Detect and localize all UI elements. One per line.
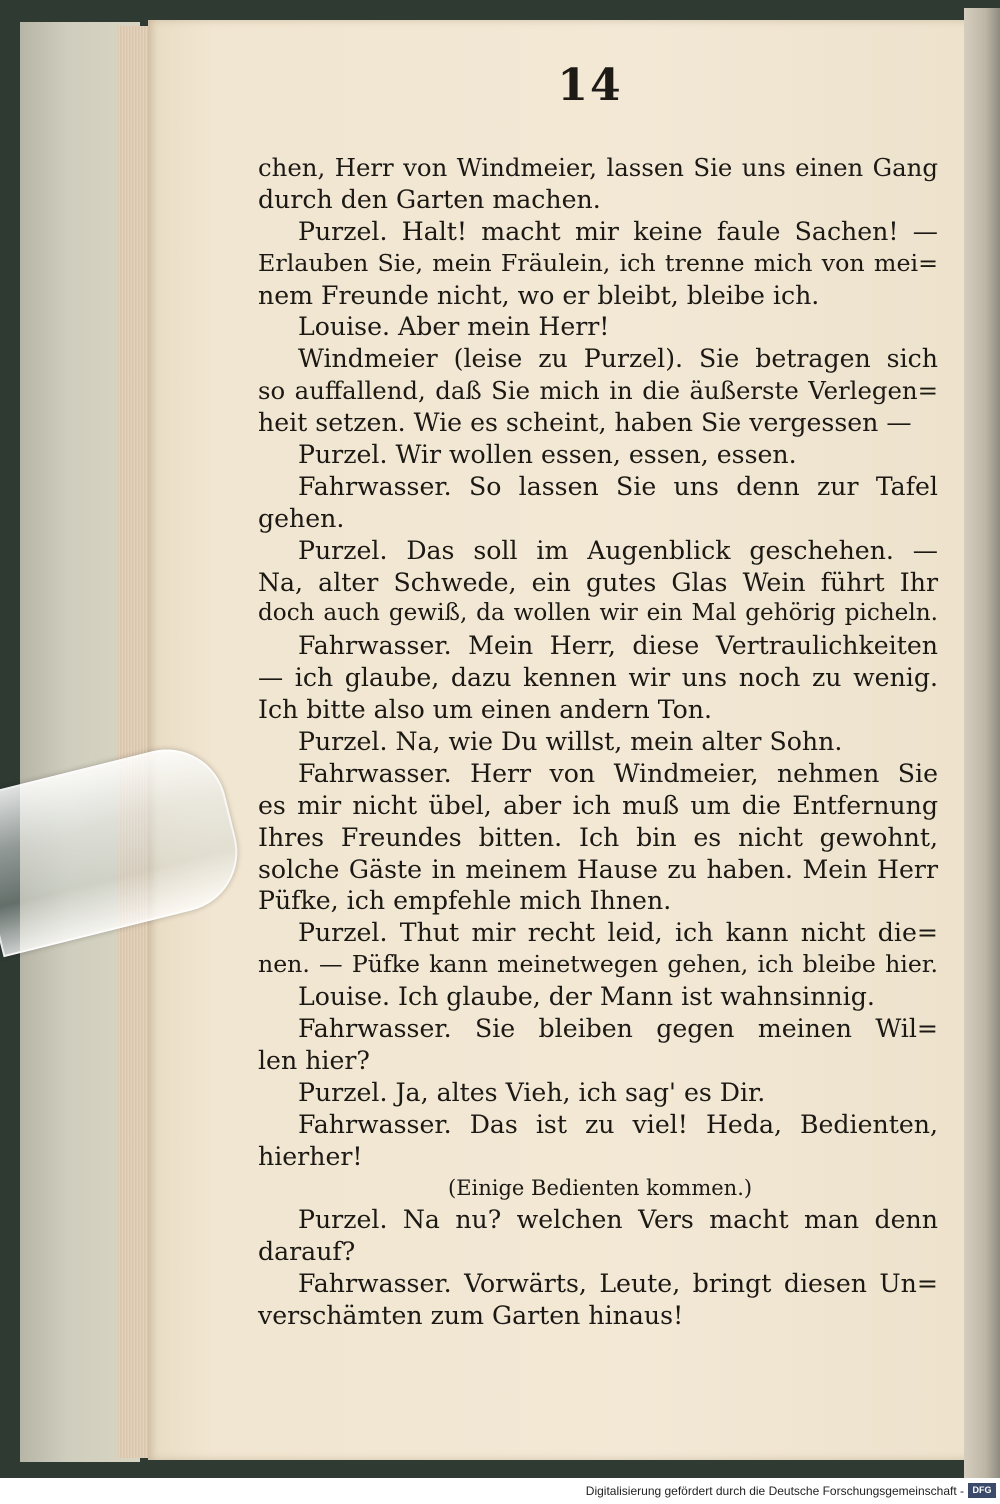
text-line: Purzel. Thut mir recht leid, ich kann nicht die= [298, 918, 938, 948]
text-line: len hier? [258, 1045, 370, 1075]
text-line: Louise. Aber mein Herr! [298, 312, 610, 342]
text-line: Erlauben Sie, mein Fräulein, ich trenne mich von mei= [258, 248, 938, 277]
text-line: darauf? [258, 1237, 356, 1267]
text-line: verschämten zum Garten hinaus! [258, 1301, 684, 1331]
text-line: Purzel. Wir wollen essen, essen, essen. [298, 440, 797, 470]
text-line: Fahrwasser. Vorwärts, Leute, bringt diesen Un= [298, 1269, 938, 1299]
text-line: so auffallend, daß Sie mich in die äußerste Verlegen= [258, 376, 938, 406]
text-line: Louise. Ich glaube, der Mann ist wahnsinnig. [298, 982, 875, 1012]
text-line: hierher! [258, 1141, 363, 1171]
dfg-logo-icon: DFG [968, 1483, 996, 1498]
text-line: doch auch gewiß, da wollen wir ein Mal gehörig picheln. [258, 600, 938, 627]
text-line: Fahrwasser. So lassen Sie uns denn zur Tafel [298, 471, 938, 501]
text-line: Fahrwasser. Herr von Windmeier, nehmen Sie [298, 758, 938, 788]
text-line: Windmeier (leise zu Purzel). Sie betragen sich [298, 344, 938, 374]
text-line: Purzel. Halt! macht mir keine faule Sachen! — [298, 216, 938, 246]
stage-direction: (Einige Bedienten kommen.) [448, 1175, 753, 1200]
text-line: heit setzen. Wie es scheint, haben Sie vergessen — [258, 408, 912, 438]
text-line: Purzel. Na, wie Du willst, mein alter Sohn. [298, 727, 843, 757]
text-line: Purzel. Ja, altes Vieh, ich sag' es Dir. [298, 1077, 766, 1107]
text-line: Ihres Freundes bitten. Ich bin es nicht gewohnt, [258, 822, 938, 852]
text-line: solche Gäste in meinem Hause zu haben. Mein Herr [258, 854, 938, 884]
page-stack-edge [118, 26, 152, 1458]
text-line: Purzel. Na nu? welchen Vers macht man denn [298, 1205, 938, 1235]
text-line: chen, Herr von Windmeier, lassen Sie uns einen Gang [258, 153, 938, 182]
page-text [258, 152, 938, 1332]
text-line: gehen. [258, 503, 345, 533]
text-line: Na, alter Schwede, ein gutes Glas Wein führt Ihr [258, 567, 938, 597]
text-line: nem Freunde nicht, wo er bleibt, bleibe ich. [258, 280, 820, 310]
text-line: es mir nicht übel, aber ich muß um die Entfernung [258, 790, 938, 820]
right-page-edge [964, 8, 1000, 1478]
text-line: Püfke, ich empfehle mich Ihnen. [258, 886, 672, 916]
text-line: Fahrwasser. Mein Herr, diese Vertraulichkeiten [298, 631, 938, 661]
text-line: Fahrwasser. Sie bleiben gegen meinen Wil= [298, 1014, 938, 1044]
page-number: 14 [557, 60, 623, 111]
text-line: Ich bitte also um einen andern Ton. [258, 695, 712, 725]
text-line: — ich glaube, dazu kennen wir uns noch zu wenig. [258, 663, 938, 693]
text-line: Purzel. Das soll im Augenblick geschehen. — [298, 535, 938, 565]
digitization-credit: Digitalisierung gefördert durch die Deutsche Forschungsgemeinschaft - [585, 1484, 964, 1498]
text-line: nen. — Püfke kann meinetwegen gehen, ich bleibe hier. [258, 950, 938, 979]
footer-bar [0, 1478, 1000, 1504]
text-line: Fahrwasser. Das ist zu viel! Heda, Bedienten, [298, 1109, 938, 1139]
text-line: durch den Garten machen. [258, 184, 601, 214]
